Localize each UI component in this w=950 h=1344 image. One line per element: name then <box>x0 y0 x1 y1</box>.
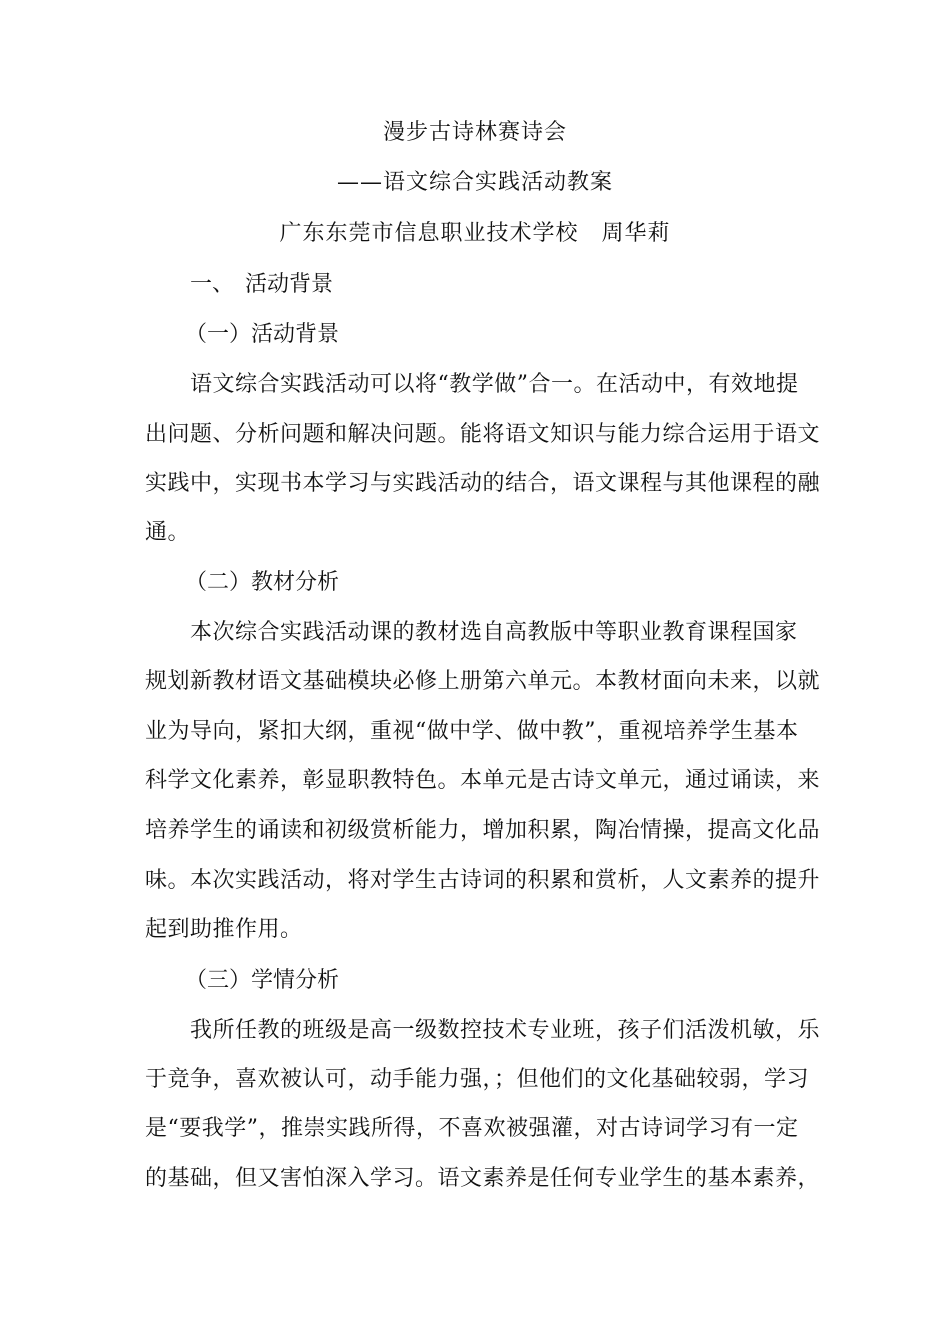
subsection-heading-2: （二）教材分析 <box>185 570 340 595</box>
paragraph-line: 于竞争，喜欢被认可，动手能力强，；但他们的文化基础较弱，学习 <box>145 1067 810 1092</box>
paragraph-line: 起到助推作用。 <box>145 917 303 942</box>
paragraph-line: 本次综合实践活动课的教材选自高教版中等职业教育课程国家 <box>190 620 798 645</box>
paragraph-line: 的基础，但又害怕深入学习。语文素养是任何专业学生的基本素养， <box>145 1166 821 1191</box>
document-author: 广东东莞市信息职业技术学校 周华莉 <box>279 221 671 246</box>
paragraph-line: 通。 <box>145 520 191 545</box>
paragraph-line: 规划新教材语文基础模块必修上册第六单元。本教材面向未来，以就 <box>145 669 821 694</box>
subsection-heading-3: （三）学情分析 <box>185 968 340 993</box>
section-heading-1: 一、 活动背景 <box>190 272 334 297</box>
paragraph-line: 业为导向，紧扣大纲，重视“做中学、做中教”，重视培养学生基本 <box>145 719 799 744</box>
paragraph-line: 科学文化素养，彰显职教特色。本单元是古诗文单元，通过诵读，来 <box>145 768 821 793</box>
paragraph-line: 实践中，实现书本学习与实践活动的结合，语文课程与其他课程的融 <box>145 471 821 496</box>
paragraph-line: 出问题、分析问题和解决问题。能将语文知识与能力综合运用于语文 <box>145 422 821 447</box>
document-subtitle: ——语文综合实践活动教案 <box>336 170 613 195</box>
paragraph-line: 语文综合实践活动可以将“教学做”合一。在活动中，有效地提 <box>190 372 799 397</box>
document-title: 漫步古诗林赛诗会 <box>382 120 567 145</box>
paragraph-line: 是“要我学”，推崇实践所得，不喜欢被强灌，对古诗词学习有一定 <box>145 1116 799 1141</box>
paragraph-line: 培养学生的诵读和初级赏析能力，增加积累，陶冶情操，提高文化品 <box>145 818 821 843</box>
paragraph-line: 味。本次实践活动，将对学生古诗词的积累和赏析，人文素养的提升 <box>145 868 821 893</box>
paragraph-line: 我所任教的班级是高一级数控技术专业班，孩子们活泼机敏，乐 <box>190 1018 821 1043</box>
subsection-heading-1: （一）活动背景 <box>185 322 340 347</box>
